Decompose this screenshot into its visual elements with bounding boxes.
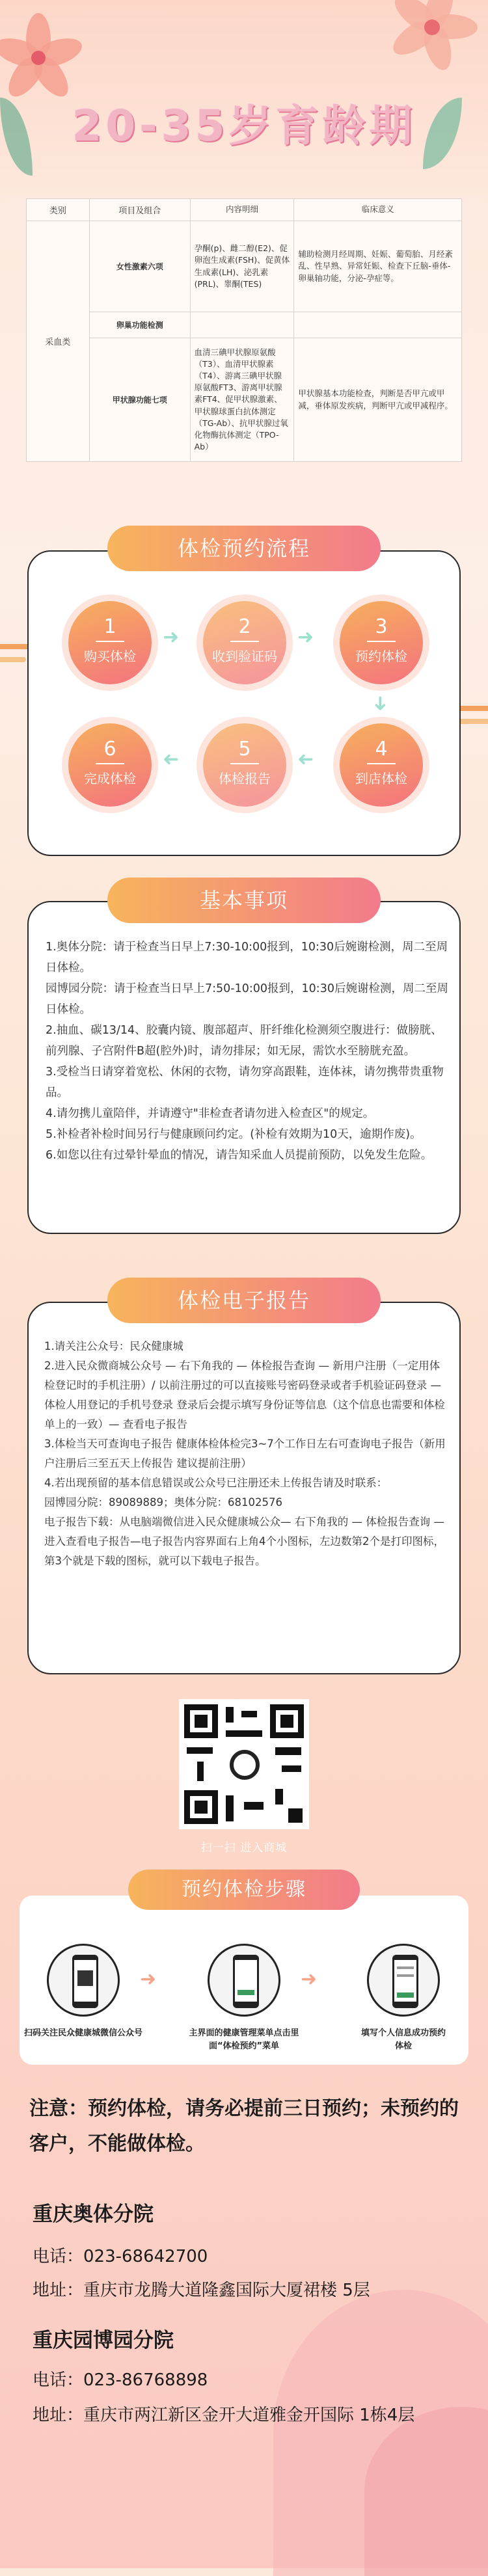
branch-address: 地址：重庆市两江新区金开大道雅金开国际 1栋4层: [33, 2406, 415, 2425]
arrow-right-icon: ➜: [163, 626, 180, 649]
arrow-left-icon: ➜: [163, 748, 180, 771]
flow-step-label: 收到验证码: [212, 649, 277, 664]
flow-step-label: 体检报告: [219, 771, 271, 786]
basics-line: 3.受检当日请穿着宽松、休闲的衣物，请勿穿高跟鞋，连体袜，请勿携带贵重物品。: [46, 1066, 444, 1099]
report-line: 1.请关注公众号：民众健康城: [44, 1340, 183, 1352]
booking-step-label: 填写个人信息成功预约体检: [360, 2028, 446, 2051]
branch-phone[interactable]: 电话：023-68642700: [33, 2247, 208, 2266]
booking-step-label: 扫码关注民众健康城微信公众号: [23, 2028, 142, 2038]
report-line: 电子报告下载：从电脑端微信进入民众健康城公众— 右下角我的 — 体检报告查询 — 进入查看电子报告—电子报告内容界面右上角4个小图标，左边数第2个是打印图标，第3个就是下载的图标，就可以下载电子报告。: [44, 1516, 444, 1567]
branch-name: 重庆奥体分院: [33, 2203, 154, 2226]
qr-label: 扫一扫 进入商城: [200, 1842, 288, 1855]
basics-line: 4.请勿携儿童陪伴，并请遵守"非检查者请勿进入检查区"的规定。: [46, 1107, 375, 1120]
desc-cell: [190, 312, 294, 338]
branch-address: 地址：重庆市龙腾大道隆鑫国际大厦裙楼 5层: [33, 2281, 370, 2300]
flow-step-number: 6: [103, 738, 116, 760]
flow-step-number: 1: [103, 615, 116, 638]
arrow-right-icon: ➜: [297, 626, 314, 649]
flower-decoration: [0, 13, 85, 104]
phone-form-icon: [367, 1944, 440, 2017]
table-row: [27, 221, 462, 312]
item-cell: 卵巢功能检测: [89, 312, 190, 338]
item-cell: 女性激素六项: [89, 221, 190, 312]
flow-step-number: 5: [238, 738, 251, 760]
flow-step-label: 预约体检: [355, 649, 407, 664]
flow-step: [340, 723, 423, 807]
report-line: 3.体检当天可查询电子报告 健康体检体检完3~7个工作日左右可查询电子报告（新用户注册后三至五天上传报告 建议提前注册）: [44, 1438, 446, 1469]
basics-line: 2.抽血、碳13/14、胶囊内镜、腹部超声、肝纤维化检测须空腹进行：做膀胱、前列腺、子宫附件B超(腔外)时，请勿排尿；如无尿，需饮水至膀胱充盈。: [46, 1024, 442, 1058]
basics-title: 基本事项: [107, 878, 381, 923]
basics-line: 5.补检者补检时间另行与健康顾问约定。(补检有效期为10天，逾期作废)。: [46, 1128, 422, 1141]
flow-step-label: 完成体检: [84, 771, 136, 786]
phone-menu-icon: [208, 1944, 280, 2017]
booking-flow-card: [27, 550, 461, 856]
arrow-down-icon: ➜: [369, 695, 392, 712]
significance-cell: 辅助检测月经周期、妊娠、葡萄胎、月经紊乱、性早熟、异常妊娠、检查下丘脑-垂体-卵巢轴功能，分泌-孕症等。: [294, 221, 462, 312]
booking-notice: 注意：预约体检，请务必提前三日预约；未预约的客户，不能做体检。: [29, 2097, 459, 2155]
flow-step-number: 2: [238, 615, 251, 638]
report-list: [44, 1337, 449, 1571]
table-header-cell: 内容明细: [190, 199, 294, 221]
side-accent: [0, 657, 26, 662]
report-title: 体检电子报告: [107, 1278, 381, 1323]
booking-title: 预约体检步骤: [128, 1870, 360, 1910]
branch-phone[interactable]: 电话：023-86768898: [33, 2370, 208, 2390]
arrow-left-icon: ➜: [297, 748, 314, 771]
flow-step-number: 4: [375, 738, 388, 760]
category-cell: 采血类: [27, 221, 90, 462]
flow-step-label: 到店体检: [355, 771, 407, 786]
table-header-row: [27, 199, 462, 221]
table-header-cell: 类别: [27, 199, 90, 221]
booking-step-label: 主界面的健康管理菜单点击里面“体检预约”菜单: [189, 2028, 299, 2051]
table-row: [27, 338, 462, 462]
table-row: [27, 312, 462, 338]
report-line: 2.进入民众微商城公众号 — 右下角我的 — 体检报告查询 — 新用户注册（一定用体检登记时的手机注册）/ 以前注册过的可以直接账号密码登录或者手机验证码登录 — 体检人用登记的手机号登录 登录后会提示填写身份证等信息（这个信息也需要和体检单上的一致）— 查看电子报告: [44, 1360, 445, 1430]
flow-step: [68, 601, 152, 684]
flow-step: [203, 601, 286, 684]
flow-step: [68, 723, 152, 807]
table-header-cell: 临床意义: [294, 199, 462, 221]
item-cell: 甲状腺功能七项: [89, 338, 190, 462]
desc-cell: 血清三碘甲状腺原氨酸（T3）、血清甲状腺素（T4）、游离三碘甲状腺原氨酸FT3、游离甲状腺素FT4、促甲状腺激素、甲状腺球蛋白抗体测定（TG-Ab）、抗甲状腺过氧化物酶抗体测定（TPO-Ab）: [190, 338, 294, 462]
page-title: 20-35岁育龄期: [72, 101, 416, 151]
qr-code[interactable]: [179, 1699, 309, 1829]
flow-step: [340, 601, 423, 684]
flower-decoration: [377, 0, 488, 85]
flow-step-number: 3: [375, 615, 388, 638]
arrow-right-icon: ➜: [140, 1968, 157, 1991]
arrow-right-icon: ➜: [301, 1968, 318, 1991]
basics-line: 园博园分院：请于检查当日早上7:50-10:00报到，10:30后婉谢检测，周二至周日体检。: [46, 982, 448, 1016]
flow-step: [203, 723, 286, 807]
table-header-cell: 项目及组合: [89, 199, 190, 221]
basics-list: [46, 937, 449, 1166]
phone-scan-icon: [47, 1944, 120, 2017]
report-line: 园博园分院：89089889；奥体分院：68102576: [44, 1496, 282, 1509]
basics-line: 1.奥体分院：请于检查当日早上7:30-10:00报到，10:30后婉谢检测，周二至周日体检。: [46, 941, 448, 974]
desc-cell: 孕酮(p)、雌二醇(E2)、促卵泡生成素(FSH)、促黄体生成素(LH)、泌乳素(PRL)、睾酮(TES): [190, 221, 294, 312]
exam-items-table: [26, 198, 462, 462]
basics-line: 6.如您以往有过晕针晕血的情况，请告知采血人员提前预防，以免发生危险。: [46, 1149, 433, 1162]
significance-cell: [294, 312, 462, 338]
flow-title: 体检预约流程: [107, 526, 381, 571]
flow-step-label: 购买体检: [84, 649, 136, 664]
significance-cell: 甲状腺基本功能检查，判断是否甲亢或甲减，垂体原发疾病，判断甲亢或甲减程序。: [294, 338, 462, 462]
report-line: 4.若出现预留的基本信息错误或公众号已注册还未上传报告请及时联系：: [44, 1477, 388, 1489]
branch-name: 重庆园博园分院: [33, 2329, 174, 2352]
